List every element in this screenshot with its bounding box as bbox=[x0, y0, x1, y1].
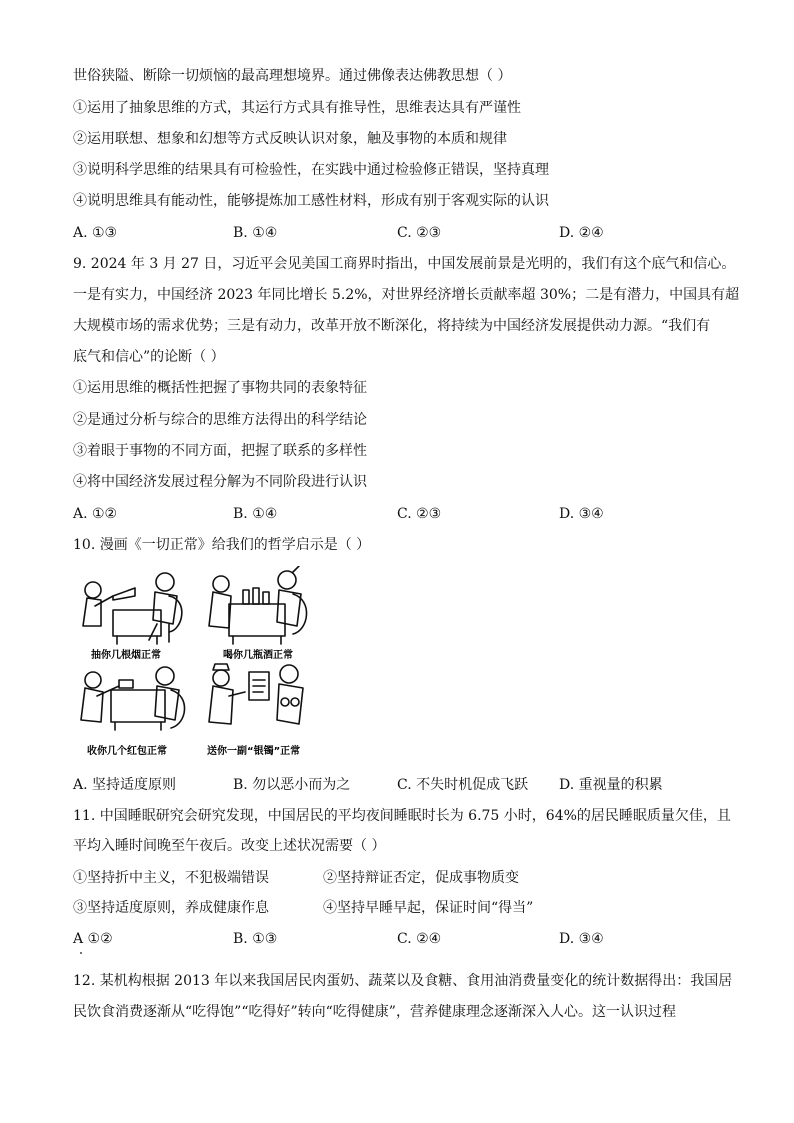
cartoon-caption-1: 抽你几根烟正常 bbox=[91, 650, 161, 661]
cartoon-illustration bbox=[73, 566, 329, 762]
q8-stem: 世俗狭隘、断除一切烦恼的最高理想境界。通过佛像表达佛教思想（ ） bbox=[73, 68, 512, 84]
q9-stem-line-1: 9. 2024 年 3 月 27 日，习近平会见美国工商界时指出，中国发展前景是光明的，我们有这个底气和信心。 bbox=[73, 256, 736, 272]
q8-option-d[interactable]: D. ②④ bbox=[559, 225, 604, 241]
q8-item-4: ④说明思维具有能动性，能够提炼加工感性材料，形成有别于客观实际的认识 bbox=[73, 193, 549, 209]
q9-stem-line-2: 一是有实力，中国经济 2023 年同比增长 5.2%，对世界经济增长贡献率超 30%；二是有潜力，中国具有超 bbox=[73, 287, 740, 303]
q12-stem-line-1: 12. 某机构根据 2013 年以来我国居民肉蛋奶、蔬菜以及食糖、食用油消费量变化的统计数据得出：我国居 bbox=[73, 973, 733, 989]
q8-option-a[interactable]: A. ①③ bbox=[73, 225, 118, 241]
cartoon-caption-4: 送你一副“银镯”正常 bbox=[207, 746, 301, 757]
q8-option-c[interactable]: C. ②③ bbox=[397, 225, 442, 241]
q8-option-b[interactable]: B. ①④ bbox=[233, 225, 278, 241]
q8-item-1: ①运用了抽象思维的方式，其运行方式具有推导性，思维表达具有严谨性 bbox=[73, 100, 521, 116]
q9-stem-line-3: 大规模市场的需求优势；三是有动力，改革开放不断深化，将持续为中国经济发展提供动力源。“我们有 bbox=[73, 318, 711, 334]
cartoon-panel-2 bbox=[209, 566, 307, 644]
q9-item-2: ②是通过分析与综合的思维方法得出的科学结论 bbox=[73, 412, 367, 428]
q9-option-b[interactable]: B. ①④ bbox=[233, 506, 278, 522]
q9-stem-line-4: 底气和信心”的论断（ ） bbox=[73, 349, 225, 365]
q9-item-4: ④将中国经济发展过程分解为不同阶段进行认识 bbox=[73, 474, 367, 490]
q9-option-c[interactable]: C. ②③ bbox=[397, 506, 442, 522]
q8-item-2: ②运用联想、想象和幻想等方式反映认识对象，触及事物的本质和规律 bbox=[73, 131, 507, 147]
cartoon-caption-2: 喝你几瓶酒正常 bbox=[223, 650, 293, 661]
cartoon-panel-1 bbox=[83, 573, 182, 644]
q10-stem: 10. 漫画《一切正常》给我们的哲学启示是（ ） bbox=[73, 537, 371, 553]
q11-items-row-1 bbox=[73, 868, 723, 888]
q8-item-3: ③说明科学思维的结果具有可检验性，在实践中通过检验修正错误，坚持真理 bbox=[73, 162, 549, 178]
q9-option-d[interactable]: D. ③④ bbox=[559, 506, 604, 522]
cartoon-caption-3: 收你几个红包正常 bbox=[87, 746, 167, 757]
q10-option-d[interactable]: D. 重视量的积累 bbox=[559, 777, 663, 793]
q11-options bbox=[73, 929, 723, 949]
cartoon-figure bbox=[73, 566, 329, 762]
q9-option-a[interactable]: A. ①② bbox=[73, 506, 118, 522]
q9-options bbox=[73, 504, 723, 524]
q11-item-3: ③坚持适度原则，养成健康作息 bbox=[73, 900, 269, 916]
q11-option-c[interactable]: C. ②④ bbox=[397, 931, 442, 947]
q11-item-2: ②坚持辩证否定，促成事物质变 bbox=[323, 870, 519, 886]
q10-option-a[interactable]: A. 坚持适度原则 bbox=[73, 777, 177, 793]
q10-options bbox=[73, 775, 723, 795]
q11-option-d[interactable]: D. ③④ bbox=[559, 931, 604, 947]
cartoon-panel-3 bbox=[81, 667, 185, 730]
stray-dot bbox=[80, 952, 82, 954]
q11-item-4: ④坚持早睡早起，保证时间“得当” bbox=[323, 900, 534, 916]
q11-items-row-2 bbox=[73, 898, 723, 918]
cartoon-panel-4 bbox=[209, 664, 303, 724]
q11-option-a[interactable]: A ①② bbox=[73, 931, 113, 947]
q11-stem-line-1: 11. 中国睡眠研究会研究发现，中国居民的平均夜间睡眠时长为 6.75 小时，64%的居民睡眠质量欠佳，且 bbox=[73, 808, 731, 824]
q9-item-3: ③着眼于事物的不同方面，把握了联系的多样性 bbox=[73, 443, 367, 459]
q8-options bbox=[73, 223, 723, 243]
q11-stem-line-2: 平均入睡时间晚至午夜后。改变上述状况需要（ ） bbox=[73, 838, 386, 854]
q11-item-1: ①坚持折中主义，不犯极端错误 bbox=[73, 870, 269, 886]
q10-option-c[interactable]: C. 不失时机促成飞跃 bbox=[397, 777, 529, 793]
q12-stem-line-2: 民饮食消费逐渐从“吃得饱”“吃得好”转向“吃得健康”，营养健康理念逐渐深入人心。这一认识过程 bbox=[73, 1004, 676, 1020]
q10-option-b[interactable]: B. 勿以恶小而为之 bbox=[233, 777, 351, 793]
q9-item-1: ①运用思维的概括性把握了事物共同的表象特征 bbox=[73, 380, 367, 396]
q11-option-b[interactable]: B. ①③ bbox=[233, 931, 278, 947]
